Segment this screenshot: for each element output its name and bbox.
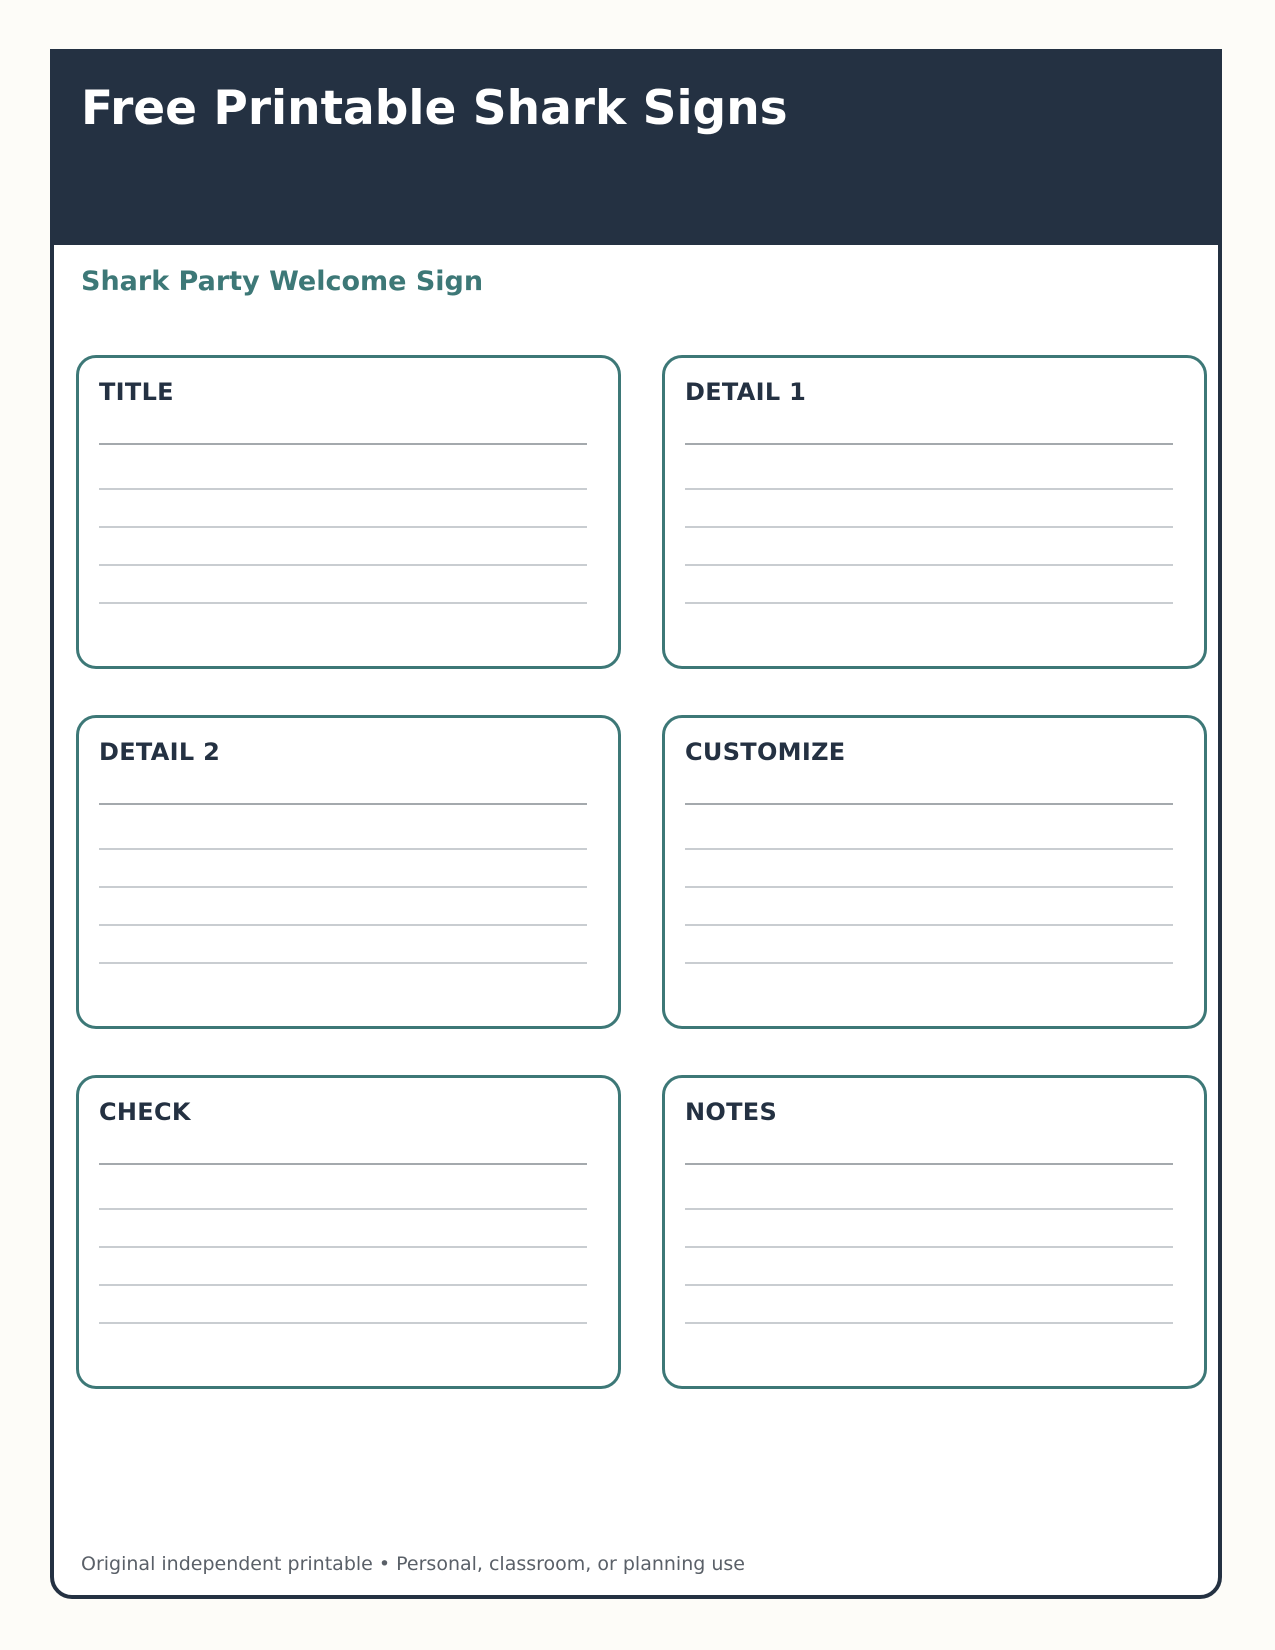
card-detail-2	[76, 715, 621, 1029]
writing-line	[685, 848, 1173, 850]
card-detail-1	[662, 355, 1207, 669]
writing-line	[685, 924, 1173, 926]
card-check	[76, 1075, 621, 1389]
writing-line	[685, 1246, 1173, 1248]
writing-line	[99, 1284, 587, 1286]
card-notes	[662, 1075, 1207, 1389]
writing-line	[685, 1163, 1173, 1165]
printable-sheet	[50, 49, 1222, 1599]
writing-line	[99, 526, 587, 528]
writing-line	[685, 526, 1173, 528]
writing-line	[99, 1246, 587, 1248]
writing-line	[99, 962, 587, 964]
writing-line	[685, 1322, 1173, 1324]
writing-line	[685, 1208, 1173, 1210]
writing-line	[685, 443, 1173, 445]
writing-line	[99, 886, 587, 888]
writing-line	[99, 1208, 587, 1210]
writing-line	[685, 803, 1173, 805]
card-label: CHECK	[99, 1098, 191, 1126]
writing-line	[99, 488, 587, 490]
writing-line	[685, 962, 1173, 964]
writing-line	[99, 564, 587, 566]
card-label: CUSTOMIZE	[685, 738, 846, 766]
card-title	[76, 355, 621, 669]
card-customize	[662, 715, 1207, 1029]
card-label: DETAIL 1	[685, 378, 807, 406]
card-label: TITLE	[99, 378, 174, 406]
page-title: Free Printable Shark Signs	[81, 81, 788, 136]
writing-line	[685, 886, 1173, 888]
writing-line	[685, 1284, 1173, 1286]
writing-line	[685, 602, 1173, 604]
writing-line	[99, 602, 587, 604]
writing-line	[99, 1322, 587, 1324]
card-label: NOTES	[685, 1098, 778, 1126]
footer-note: Original independent printable • Personal, classroom, or planning use	[81, 1553, 745, 1575]
sign-subtitle: Shark Party Welcome Sign	[81, 266, 484, 297]
card-label: DETAIL 2	[99, 738, 221, 766]
writing-line	[99, 848, 587, 850]
writing-line	[685, 488, 1173, 490]
writing-line	[99, 1163, 587, 1165]
writing-line	[99, 803, 587, 805]
writing-line	[99, 443, 587, 445]
header-banner	[54, 53, 1218, 245]
writing-line	[685, 564, 1173, 566]
writing-line	[99, 924, 587, 926]
